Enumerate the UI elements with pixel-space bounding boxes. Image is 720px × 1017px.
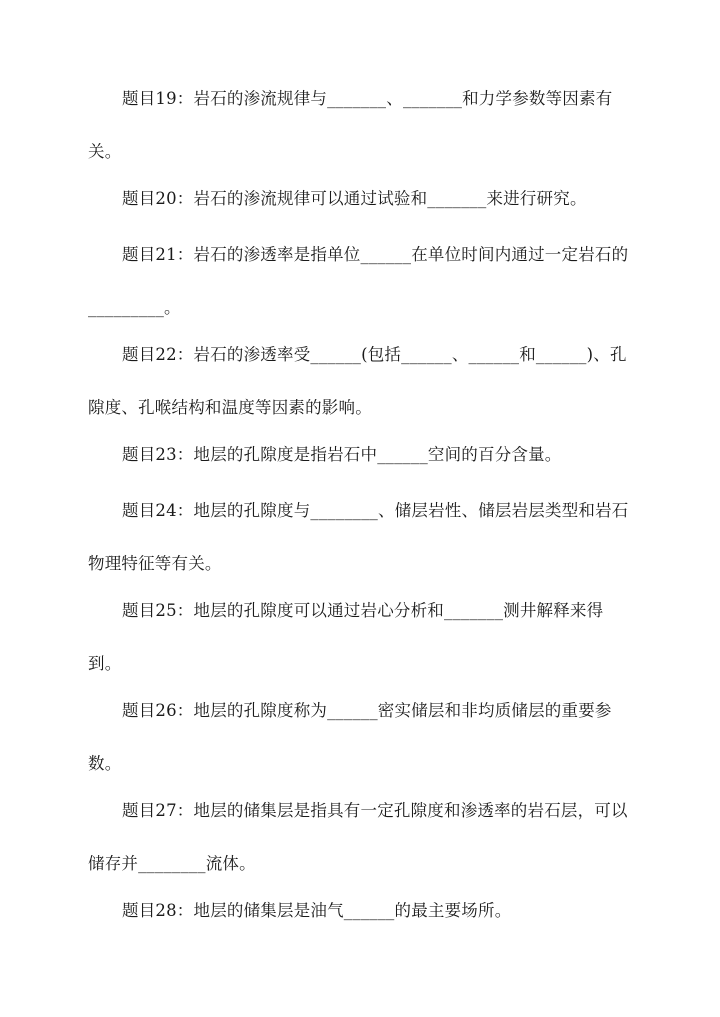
question-19: 题目19：岩石的渗流规律与_______、_______和力学参数等因素有关。: [88, 89, 613, 161]
question-26: 题目26：地层的孔隙度称为______密实储层和非均质储层的重要参数。: [88, 701, 612, 773]
question-23: 题目23：地层的孔隙度是指岩石中______空间的百分含量。: [122, 445, 562, 464]
question-28: 题目28：地层的储集层是油气______的最主要场所。: [122, 901, 512, 920]
question-24: 题目24：地层的孔隙度与________、储层岩性、储层岩层类型和岩石物理特征等有关。: [88, 501, 629, 573]
question-25: 题目25：地层的孔隙度可以通过岩心分析和_______测井解释来得到。: [88, 601, 604, 673]
question-21: 题目21：岩石的渗透率是指单位______在单位时间内通过一定岩石的_________。: [88, 245, 629, 317]
question-27: 题目27：地层的储集层是指具有一定孔隙度和渗透率的岩石层，可以储存并________流体。: [88, 801, 628, 873]
question-20: 题目20：岩石的渗流规律可以通过试验和_______来进行研究。: [122, 189, 587, 208]
question-22: 题目22：岩石的渗透率受______(包括______、______和______)、孔隙度、孔喉结构和温度等因素的影响。: [88, 345, 627, 417]
